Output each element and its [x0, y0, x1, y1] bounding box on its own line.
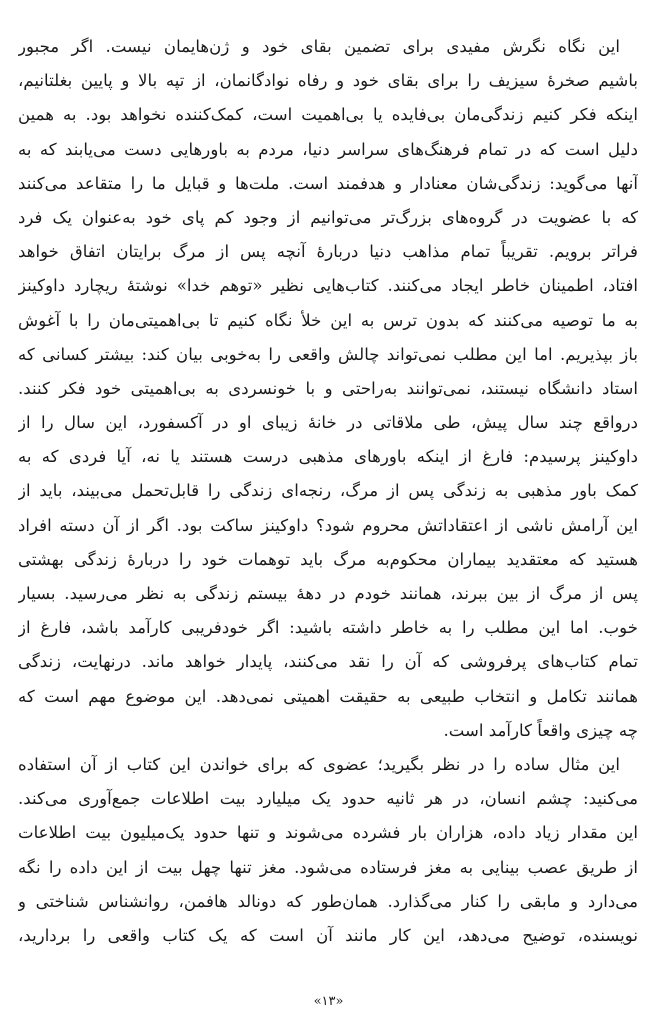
text-line: این آرامش ناشی از اعتقاداتش محروم شود؟ داوکینز ساکت بود. اگر از آن دسته افراد — [18, 515, 638, 535]
text-line: از طریق عصب بینایی به مغز فرستاده می‌شود. مغز تنها چهل بیت از این داده را نگه — [18, 857, 638, 877]
text-line: می‌کنید: چشم انسان، در هر ثانیه حدود یک میلیارد بیت اطلاعات جمع‌آوری می‌کند. — [18, 789, 638, 809]
text-line: استاد دانشگاه نیستند، نمی‌توانند به‌راحتی و با خونسردی به بی‌اهمیتی خود فکر کنند. — [18, 378, 638, 398]
paragraph-2 — [18, 748, 638, 953]
text-line: چه چیزی واقعاً کارآمد است. — [443, 720, 638, 740]
page-number: «۱۳» — [313, 994, 344, 1009]
text-line: این نگاه نگرش مفیدی برای تضمین بقای خود و ژن‌هایمان نیست. اگر مجبور — [18, 37, 620, 56]
text-line: افتاد، اطمینان خاطر ایجاد می‌کنند. کتاب‌هایی نظیر «توهم خدا» نوشتهٔ ریچارد داوکینز — [18, 276, 638, 296]
text-line: داوکینز پرسیدم: فارغ از اینکه باورهای مذهبی درست هستند یا نه، آیا فردی که به — [18, 447, 638, 467]
paragraph-1 — [18, 30, 638, 748]
text-line: اینکه فکر کنیم زندگی‌مان بی‌فایده یا بی‌اهمیت است، کمک‌کننده نخواهد بود. به همین — [18, 105, 638, 125]
text-line: آنها می‌گوید: زندگی‌شان معنادار و هدفمند است. ملت‌ها و قبایل ما را متقاعد می‌کنند — [18, 173, 638, 193]
text-line: کمک باور مذهبی به زندگی پس از مرگ، رنجه‌ای زندگی را قابل‌تحمل می‌بیند، باید از — [18, 481, 638, 501]
text-line: درواقع چند سال پیش، طی ملاقاتی در خانهٔ زیبای او در آکسفورد، این سال را از — [18, 413, 638, 433]
text-line: همانند تکامل و انتخاب طبیعی به حقیقت اهمیتی نمی‌دهد. این موضوع مهم است که — [18, 686, 638, 706]
text-line: می‌دارد و مابقی را کنار می‌گذارد. همان‌طور که دونالد هافمن، روانشناس شناختی و — [18, 891, 638, 911]
text-line: خوب. اما این مطلب را به خاطر داشته باشید: اگر خودفریبی کارآمد باشد، فارغ از — [18, 618, 638, 638]
text-line: باز بپذیریم. اما این مطلب نمی‌تواند چالش واقعی را به‌خوبی بیان کند: بیشتر کسانی که — [18, 344, 638, 364]
text-line: هستید که معتقدید بیماران محکوم‌به مرگ باید توهمات خود را دربارهٔ زندگی بهشتی — [18, 549, 638, 569]
text-line: که با عضویت در گروه‌های بزرگ‌تر می‌توانیم از وجود کم پای خود به‌عنوان یک فرد — [18, 207, 638, 227]
text-line: به ما توصیه می‌کنند که بدون ترس به این خلأ نگاه کنیم تا بی‌اهمیتی‌مان را با آغوش — [18, 310, 638, 330]
text-line: فراتر برویم. تقریباً تمام مذاهب دنیا دربارهٔ آنچه پس از مرگ برایتان اتفاق خواهد — [18, 242, 638, 262]
text-line: پس از مرگ از بین ببرند، همانند خودم در دههٔ بیستم زندگی به نظر می‌رسید. بسیار — [18, 584, 638, 603]
page-body — [18, 30, 638, 953]
text-line: نویسنده، توضیح می‌دهد، این کار مانند آن است که یک کتاب واقعی را بردارید، — [18, 925, 638, 945]
text-line: دلیل است که در تمام فرهنگ‌های سراسر دنیا، مردم به باورهایی دست می‌یابند که به — [18, 139, 638, 159]
text-line: باشیم صخرهٔ سیزیف را برای بقای خود و رفاه نوادگانمان، از تپه بالا و پایین بغلتانیم، — [18, 71, 638, 91]
text-line: این مقدار زیاد داده، هزاران بار فشرده می‌شوند و تنها حدود یک‌میلیون بیت اطلاعات — [18, 823, 638, 843]
text-line: تمام کتاب‌های پرفروشی که آن را نقد می‌کنند، پایدار خواهد ماند. درنهایت، زندگی — [18, 652, 638, 672]
text-line: این مثال ساده را در نظر بگیرید؛ عضوی که برای خواندن این کتاب از آن استفاده — [18, 754, 620, 774]
